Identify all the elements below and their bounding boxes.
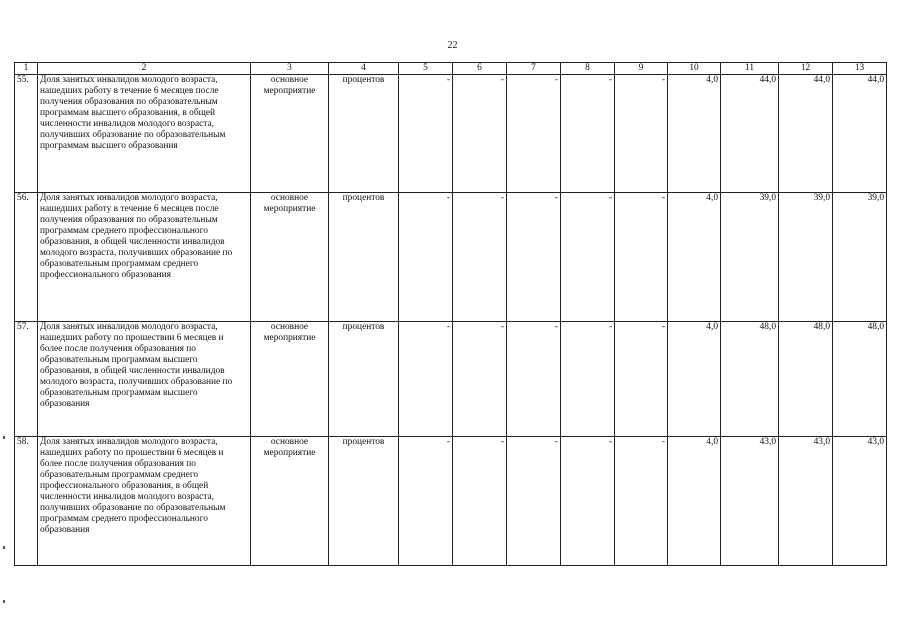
measure-type: основное мероприятие [251,75,329,193]
value-cell: - [615,322,668,437]
value-cell: - [453,75,507,193]
indicator-name: Доля занятых инвалидов молодого возраста, нашедших работу в течение 6 месяцев после получения образования по образовательным программам среднего профессионального образования, в общей численности инвалидов молодого возраста, получивших образование по образовательным программам среднего профессионального образования [38,193,251,322]
unit: процентов [329,322,399,437]
column-header: 12 [779,63,833,75]
scan-edge-mark [3,436,5,439]
value-cell: - [507,75,561,193]
unit: процентов [329,193,399,322]
column-header: 2 [38,63,251,75]
column-header: 7 [507,63,561,75]
unit: процентов [329,75,399,193]
column-header: 8 [561,63,615,75]
value-cell: - [561,437,615,566]
measure-type: основное мероприятие [251,193,329,322]
value-cell: 39,0 [779,193,833,322]
column-header: 4 [329,63,399,75]
scan-edge-mark [3,600,5,603]
unit: процентов [329,437,399,566]
value-cell: - [399,75,453,193]
table-row [15,75,887,193]
value-cell: 4,0 [668,437,721,566]
value-cell: 48,0 [833,322,887,437]
column-header: 5 [399,63,453,75]
value-cell: - [453,193,507,322]
value-cell: - [507,193,561,322]
row-number: 57. [15,322,38,437]
value-cell: 44,0 [721,75,779,193]
table-row [15,437,887,566]
value-cell: - [399,193,453,322]
table-row [15,322,887,437]
value-cell: 44,0 [833,75,887,193]
value-cell: - [615,437,668,566]
row-number: 56. [15,193,38,322]
indicator-name: Доля занятых инвалидов молодого возраста, нашедших работу по прошествии 6 месяцев и более после получения образования по образовательным программам среднего профессионального образования, в общей численности инвалидов молодого возраста, получивших образование по образовательным программам среднего профессионального образования [38,437,251,566]
value-cell: - [561,193,615,322]
value-cell: 48,0 [779,322,833,437]
value-cell: 48,0 [721,322,779,437]
value-cell: 44,0 [779,75,833,193]
scan-edge-mark [3,546,5,549]
column-number-row [15,63,887,75]
column-header: 9 [615,63,668,75]
value-cell: - [453,322,507,437]
value-cell: - [507,322,561,437]
value-cell: 4,0 [668,322,721,437]
value-cell: - [615,75,668,193]
column-header: 10 [668,63,721,75]
column-header: 6 [453,63,507,75]
value-cell: - [399,322,453,437]
value-cell: 43,0 [779,437,833,566]
value-cell: 39,0 [833,193,887,322]
value-cell: - [561,75,615,193]
column-header: 3 [251,63,329,75]
value-cell: 43,0 [721,437,779,566]
measure-type: основное мероприятие [251,437,329,566]
row-number: 58. [15,437,38,566]
value-cell: 39,0 [721,193,779,322]
value-cell: - [399,437,453,566]
value-cell: - [615,193,668,322]
column-header: 11 [721,63,779,75]
value-cell: 4,0 [668,193,721,322]
indicator-name: Доля занятых инвалидов молодого возраста, нашедших работу в течение 6 месяцев после получения образования по образовательным программам высшего образования, в общей численности инвалидов молодого возраста, получивших образование по образовательным программам высшего образования [38,75,251,193]
indicators-table [14,62,887,566]
measure-type: основное мероприятие [251,322,329,437]
column-header: 1 [15,63,38,75]
page-number: 22 [447,40,458,51]
value-cell: - [507,437,561,566]
value-cell: 4,0 [668,75,721,193]
value-cell: - [453,437,507,566]
value-cell: - [561,322,615,437]
indicator-name: Доля занятых инвалидов молодого возраста, нашедших работу по прошествии 6 месяцев и более после получения образования по образовательным программам высшего образования, в общей численности инвалидов молодого возраста, получивших образование по образовательным программам высшего образования [38,322,251,437]
value-cell: 43,0 [833,437,887,566]
table-row [15,193,887,322]
column-header: 13 [833,63,887,75]
row-number: 55. [15,75,38,193]
